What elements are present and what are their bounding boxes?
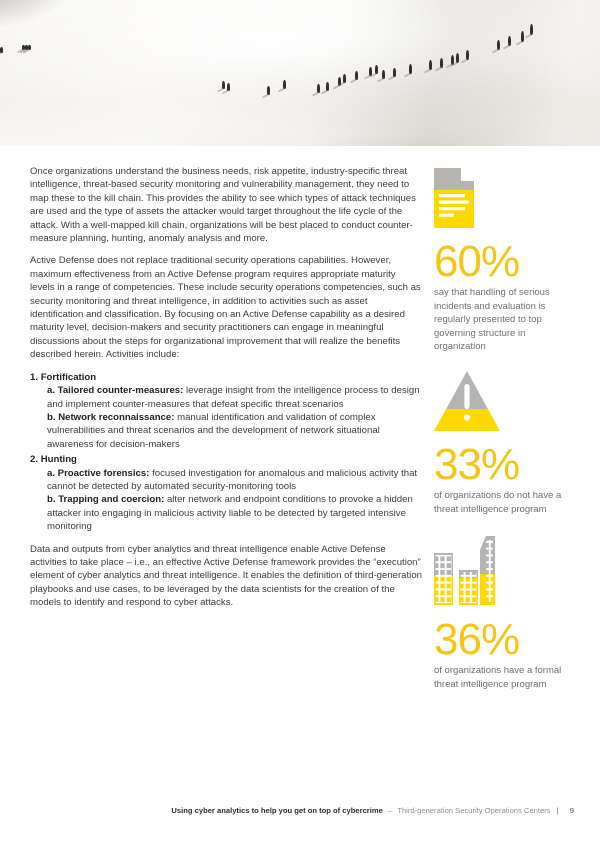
footer-title: Using cyber analytics to help you get on top of cybercrime bbox=[171, 806, 383, 815]
page-number: 9 bbox=[569, 806, 574, 815]
stat-block-governance bbox=[434, 168, 574, 354]
list-item-fortification: 1. Fortification bbox=[30, 371, 97, 383]
hiker-figure bbox=[530, 24, 533, 35]
hiker-figure bbox=[326, 82, 329, 91]
page-footer bbox=[171, 806, 574, 815]
body-column bbox=[30, 165, 422, 619]
hiker-figure bbox=[521, 31, 524, 42]
hiker-figure bbox=[267, 86, 270, 95]
hiker-figure bbox=[28, 45, 31, 50]
list-subitem-tailored-counter-measures: a. Tailored counter-measures: leverage insight from the intelligence process to design and implement counter-measures that defeat specific threat scenarios bbox=[47, 385, 420, 410]
hiker-figure bbox=[497, 40, 500, 50]
paragraph-intro: Once organizations understand the business needs, risk appetite, industry-specific threat intelligence, threat-based security monitoring and vulnerability management, they need to map these to the kill chain. This provides the ability to see which types of attack techniques are used and the type of assets the attacker would target throughout the life cycle of the attack. With a well-mapped kill chain, organizations will be best placed to conduct counter-measure planning, hunting, anomaly analysis and more. bbox=[30, 166, 416, 245]
list-subitem-trapping-coercion: b. Trapping and coercion: alter network and endpoint conditions to provoke a hidden attacker into engaging in malicious activity liable to be detected by targeted intensive monitoring bbox=[47, 494, 413, 533]
hiker-figure bbox=[382, 70, 385, 79]
list-item-hunting: 2. Hunting bbox=[30, 454, 77, 466]
buildings-icon bbox=[434, 536, 499, 606]
hiker-figure bbox=[375, 65, 378, 74]
hiker-figure bbox=[317, 84, 320, 93]
hiker-figure bbox=[409, 64, 412, 74]
footer-dash: – bbox=[387, 806, 393, 815]
stat-value: 33% bbox=[434, 440, 520, 489]
stat-value: 60% bbox=[434, 237, 520, 286]
hiker-figure bbox=[466, 50, 469, 60]
activities-list bbox=[30, 371, 422, 534]
hiker-figure bbox=[222, 81, 225, 89]
stat-caption: say that handling of serious incidents and evaluation is regularly presented to top governing structure in organization bbox=[434, 287, 550, 352]
footer-subtitle: Third-generation Security Operations Centers bbox=[397, 806, 551, 815]
hiker-figure bbox=[355, 71, 358, 80]
paragraph-data-outputs: Data and outputs from cyber analytics and threat intelligence enable Active Defense activities to take place – i.e., an effective Active Defense framework provides the “execution” element of cyber analytics and threat intelligence. It enables the definition of third-generation playbooks and use cases, to be leveraged by the data scientists for the creation of the models to identify and respond to cyber attacks. bbox=[30, 543, 422, 609]
hiker-figure bbox=[429, 60, 432, 70]
hiker-figure bbox=[283, 80, 286, 89]
list-subitem-proactive-forensics: a. Proactive forensics: focused investigation for anomalous and malicious activity that cannot be detected by automated security-monitoring tools bbox=[47, 467, 418, 492]
hiker-figure bbox=[0, 47, 3, 53]
stat-block-no-threat-intel bbox=[434, 371, 574, 516]
stat-block-formal-program bbox=[434, 536, 574, 691]
document-icon bbox=[434, 168, 474, 228]
hero-photo bbox=[0, 0, 600, 146]
hiker-figure bbox=[440, 58, 443, 68]
stat-value: 36% bbox=[434, 615, 520, 664]
hiker-figure bbox=[508, 36, 511, 46]
warning-triangle-icon bbox=[434, 371, 500, 431]
paragraph-active-defense: Active Defense does not replace traditional security operations capabilities. However, maximum effectiveness from an Active Defense program requires appropriate maturity levels in a range of competencies. These include security operations competencies, such as security monitoring and threat intelligence, in addition to activities such as asset identification and classification. By focusing on an Active Defense capability as a desired maturity level, decision-makers and security practitioners can engage in meaningful discussions about the steps for organizational improvement that will realize the benefits described herein. Activities include: bbox=[30, 255, 421, 361]
list-subitem-network-reconnaissance: b. Network reconnaissance: manual identification and validation of complex vulnerabilities and threat scenarios and the development of network situational awareness for decision-makers bbox=[47, 411, 380, 450]
hiker-figure bbox=[393, 68, 396, 77]
footer-separator: | bbox=[556, 806, 559, 815]
hiker-figure bbox=[227, 83, 230, 91]
hiker-figure bbox=[343, 74, 346, 83]
stat-caption: of organizations have a formal threat intelligence program bbox=[434, 665, 562, 690]
hiker-figure bbox=[456, 53, 459, 63]
stat-caption: of organizations do not have a threat intelligence program bbox=[434, 490, 562, 515]
